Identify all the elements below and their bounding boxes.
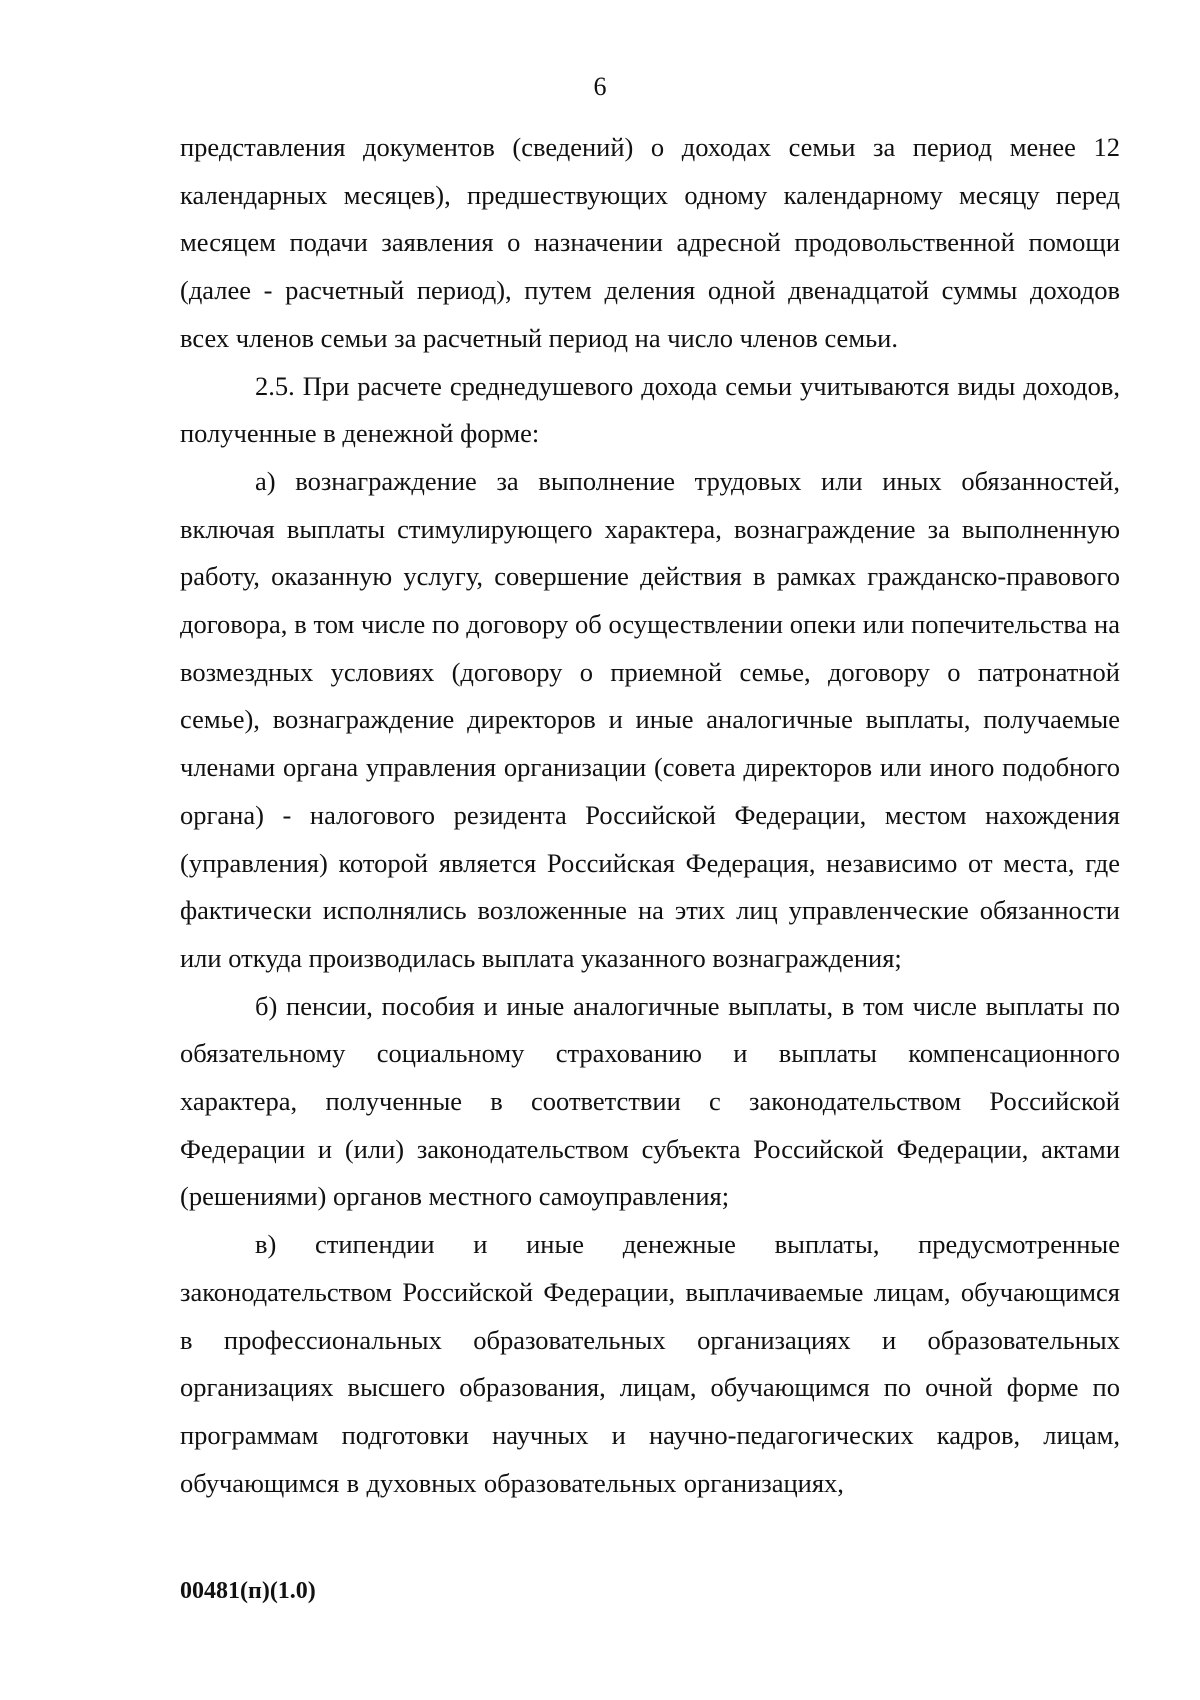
paragraph-item-v: в) стипендии и иные денежные выплаты, предусмотренные законодательством Российской Федерации, выплачиваемые лицам, обучающимся в профессиональных образовательных организациях и образовательных организациях высшего образования, лицам, обучающимся по очной форме по программам подготовки научных и научно-педагогических кадров, лицам, обучающимся в духовных образовательных организациях, xyxy=(180,1229,1120,1498)
paragraph-continuation: представления документов (сведений) о доходах семьи за период менее 12 календарных месяцев), предшествующих одному календарному месяцу перед месяцем подачи заявления о назначении адресной продовольственной помощи (далее - расчетный период), путем деления одной двенадцатой суммы доходов всех членов семьи за расчетный период на число членов семьи. xyxy=(180,132,1120,353)
paragraph-item-b: б) пенсии, пособия и иные аналогичные выплаты, в том числе выплаты по обязательному социальному страхованию и выплаты компенсационного характера, полученные в соответствии с законодательством Российской Федерации и (или) законодательством субъекта Российской Федерации, актами (решениями) органов местного самоуправления; xyxy=(180,990,1120,1212)
paragraph-2-5: 2.5. При расчете среднедушевого дохода семьи учитываются виды доходов, полученные в денежной форме: xyxy=(180,370,1120,449)
paragraph-item-a: а) вознаграждение за выполнение трудовых или иных обязанностей, включая выплаты стимулирующего характера, вознаграждение за выполненную работу, оказанную услугу, совершение действия в рамках гражданско-правового договора, в том числе по договору об осуществлении опеки или попечительства на возмездных условиях (договору о приемной семье, договору о патронатной семье), вознаграждение директоров и иные аналогичные выплаты, получаемые членами органа управления организации (совета директоров или иного подобного органа) - налогового резидента Российской Федерации, местом нахождения (управления) которой является Российская Федерация, независимо от места, где фактически исполнялись возложенные на этих лиц управленческие обязанности или откуда производилась выплата указанного вознаграждения; xyxy=(180,465,1120,973)
page-number: 6 xyxy=(593,72,607,101)
document-body xyxy=(180,124,1120,1507)
document-code: 00481(п)(1.0) xyxy=(180,1578,316,1604)
